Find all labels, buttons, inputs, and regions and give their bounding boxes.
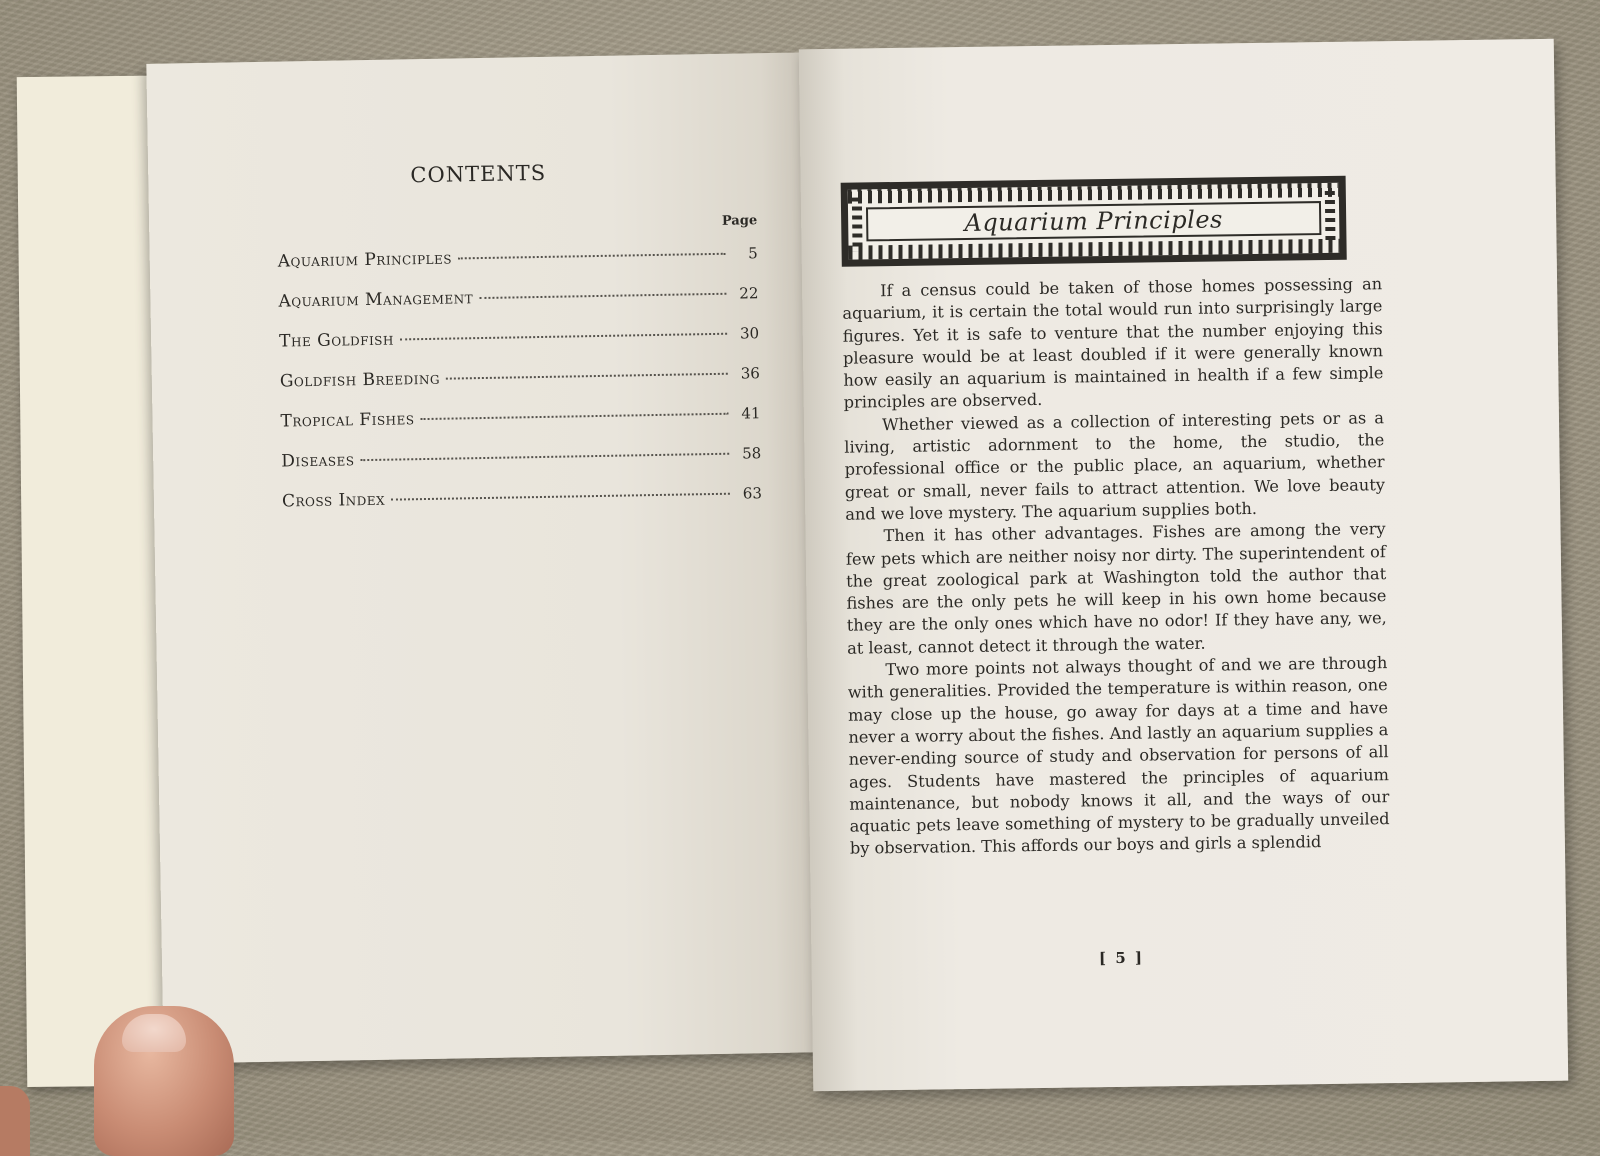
banner-inner-panel — [866, 201, 1321, 241]
page-number: [ 5 ] — [1098, 948, 1145, 968]
thumbnail-nail — [122, 1014, 186, 1052]
toc-entry-page: 22 — [739, 284, 759, 303]
toc-entry-page: 5 — [748, 244, 758, 263]
paragraph: If a census could be taken of those homes possessing an aquarium, it is certain the total would run into surprisingly large figures. Yet it is safe to venture that the number enjoying this pleasure would be at least doubled if it were generally known how easily an aquarium is maintained in health if a few simple principles are observed. — [842, 274, 1384, 413]
toc-entry-page: 36 — [740, 364, 760, 383]
page-column-label: Page — [721, 213, 758, 229]
toc-leader-dots — [421, 413, 729, 420]
toc-leader-dots — [391, 493, 730, 501]
toc-entry — [282, 483, 763, 531]
toc-leader-dots — [400, 333, 727, 341]
chapter-title: Aquarium Principles — [964, 205, 1224, 238]
toc-leader-dots — [446, 373, 728, 380]
toc-leader-dots — [458, 253, 726, 260]
thumb — [94, 1006, 234, 1156]
toc-entry-page: 58 — [741, 444, 762, 463]
toc-entry-page: 30 — [739, 324, 760, 343]
toc-entry-page: 41 — [741, 404, 761, 423]
paragraph: Then it has other advantages. Fishes are among the very few pets which are neither noisy nor dirty. The superintendent of the great zoological park at Washington told the author that fishes are the only pets he will keep in his own home because they are the only ones which have no odor! If they have any, we, at least, cannot detect it through the water. — [845, 519, 1387, 658]
contents-title: CONTENTS — [410, 160, 547, 188]
table-of-contents — [278, 243, 763, 531]
toc-leader-dots — [479, 293, 726, 299]
toc-entry-name: Cross Index — [281, 489, 386, 512]
toc-entry-name: Tropical Fishes — [280, 409, 415, 432]
toc-entry-name: Aquarium Principles — [277, 248, 453, 272]
ornament-border-right — [1325, 191, 1336, 245]
ornament-border-left — [852, 197, 863, 251]
chapter-page — [799, 39, 1568, 1091]
toc-leader-dots — [360, 453, 729, 461]
finger — [0, 1086, 30, 1156]
toc-entry-name: Diseases — [281, 450, 355, 472]
ornamental-chapter-banner — [841, 176, 1347, 267]
toc-entry-page: 63 — [742, 484, 763, 503]
toc-entry-name: Aquarium Management — [278, 288, 474, 312]
paragraph: Whether viewed as a collection of interesting pets or as a living, artistic adornment to the home, the studio, the professional office or the public place, an aquarium, whether great or small, never fails to attract attention. We love beauty and we love mystery. The aquarium supplies both. — [844, 407, 1386, 524]
chapter-body-text — [842, 273, 1390, 860]
toc-entry-name: The Goldfish — [279, 329, 395, 352]
paragraph: Two more points not always thought of and we are through with generalities. Provided the temperature is within reason, one may close up the house, go away for days at a time and have never a worry about the fishes. And lastly an aquarium supplies a never-ending source of study and observation for persons of all ages. Students have mastered the principles of aquarium maintenance, but nobody knows it all, and the ways of our aquatic pets leave something of mystery to be gradually unveiled by observation. This affords our boys and girls a splendid — [847, 653, 1390, 859]
contents-page — [146, 52, 823, 1063]
toc-entry-name: Goldfish Breeding — [279, 368, 441, 392]
